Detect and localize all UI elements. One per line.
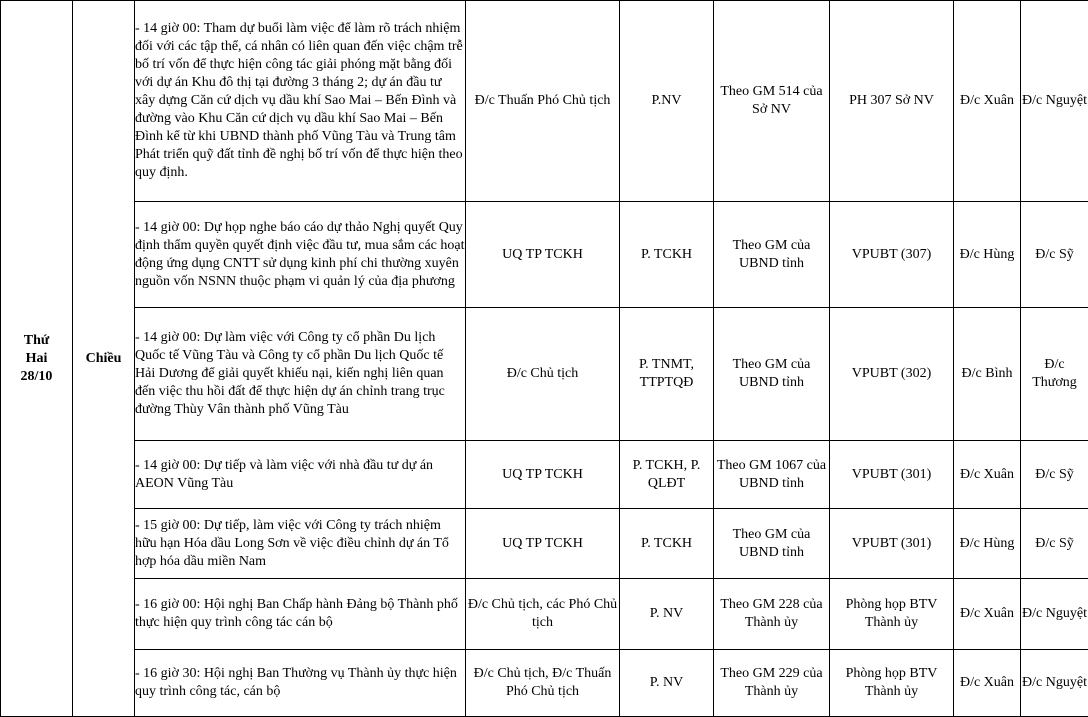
table-row: [1, 202, 1088, 308]
event-participants: Theo GM 229 của Thành ủy: [714, 650, 830, 717]
event-secretary: Đ/c Nguyệt: [1021, 650, 1088, 717]
event-chair: UQ TP TCKH: [466, 202, 620, 308]
event-secretary: Đ/c Sỹ: [1021, 509, 1088, 579]
event-driver: Đ/c Xuân: [954, 579, 1021, 650]
event-driver: Đ/c Xuân: [954, 441, 1021, 509]
event-prep: P.NV: [620, 1, 714, 202]
event-driver: Đ/c Xuân: [954, 1, 1021, 202]
event-content: - 14 giờ 00: Dự họp nghe báo cáo dự thảo Nghị quyết Quy định thẩm quyền quyết định việc đầu tư, mua sắm các hoạt động ứng dụng CNTT sử dụng kinh phí chi thường xuyên nguồn vốn NSNN thuộc phạm vi quản lý của địa phương: [135, 202, 466, 308]
event-secretary: Đ/c Sỹ: [1021, 441, 1088, 509]
event-participants: Theo GM 1067 của UBND tỉnh: [714, 441, 830, 509]
event-chair: Đ/c Thuấn Phó Chủ tịch: [466, 1, 620, 202]
day-weekday-1: Thứ: [1, 332, 72, 350]
event-participants: Theo GM của UBND tỉnh: [714, 509, 830, 579]
event-prep: P. NV: [620, 579, 714, 650]
event-participants: Theo GM của UBND tỉnh: [714, 202, 830, 308]
event-secretary: Đ/c Sỹ: [1021, 202, 1088, 308]
event-prep: P. TNMT, TTPTQĐ: [620, 308, 714, 441]
event-prep: P. TCKH: [620, 202, 714, 308]
table-row: [1, 441, 1088, 509]
day-cell: [1, 1, 73, 717]
event-driver: Đ/c Xuân: [954, 650, 1021, 717]
event-location: VPUBT (302): [830, 308, 954, 441]
event-location: PH 307 Sở NV: [830, 1, 954, 202]
event-participants: Theo GM của UBND tỉnh: [714, 308, 830, 441]
table-row: [1, 650, 1088, 717]
table-row: [1, 509, 1088, 579]
event-location: VPUBT (301): [830, 441, 954, 509]
event-driver: Đ/c Hùng: [954, 202, 1021, 308]
event-location: VPUBT (307): [830, 202, 954, 308]
event-chair: Đ/c Chủ tịch: [466, 308, 620, 441]
event-chair: UQ TP TCKH: [466, 509, 620, 579]
event-prep: P. NV: [620, 650, 714, 717]
event-content: - 16 giờ 30: Hội nghị Ban Thường vụ Thành ủy thực hiện quy trình công tác, cán bộ: [135, 650, 466, 717]
session-cell: Chiều: [73, 1, 135, 717]
event-participants: Theo GM 228 của Thành ủy: [714, 579, 830, 650]
event-chair: Đ/c Chủ tịch, Đ/c Thuấn Phó Chủ tịch: [466, 650, 620, 717]
event-participants: Theo GM 514 của Sở NV: [714, 1, 830, 202]
event-content: - 14 giờ 00: Dự làm việc với Công ty cổ phần Du lịch Quốc tế Vũng Tàu và Công ty cổ phần Du lịch Quốc tế Hải Dương để giải quyết khiếu nại, kiến nghị liên quan đến việc thu hồi đất để thực hiện dự án chỉnh trang trục đường Thùy Vân thành phố Vũng Tàu: [135, 308, 466, 441]
event-location: VPUBT (301): [830, 509, 954, 579]
event-prep: P. TCKH: [620, 509, 714, 579]
event-secretary: Đ/c Nguyệt: [1021, 579, 1088, 650]
event-content: - 15 giờ 00: Dự tiếp, làm việc với Công ty trách nhiệm hữu hạn Hóa dầu Long Sơn về việc điều chỉnh dự án Tổ hợp hóa dầu miền Nam: [135, 509, 466, 579]
table-row: [1, 579, 1088, 650]
event-prep: P. TCKH, P. QLĐT: [620, 441, 714, 509]
event-driver: Đ/c Hùng: [954, 509, 1021, 579]
event-content: - 14 giờ 00: Tham dự buổi làm việc để làm rõ trách nhiệm đối với các tập thể, cá nhân có liên quan đến việc chậm trễ bố trí vốn để thực hiện công tác giải phóng mặt bằng đối với dự án Khu đô thị tại đường 3 tháng 2; dự án đầu tư xây dựng Căn cứ dịch vụ dầu khí Sao Mai – Bến Đình và đường vào Khu Căn cứ dịch vụ dầu khí Sao Mai – Bến Đình kể từ khi UBND thành phố Vũng Tàu và Trung tâm Phát triển quỹ đất tỉnh đề nghị bố trí vốn để thực hiện theo quy định.: [135, 1, 466, 202]
event-secretary: Đ/c Thương: [1021, 308, 1088, 441]
day-weekday-2: Hai: [1, 350, 72, 368]
event-chair: UQ TP TCKH: [466, 441, 620, 509]
table-row: [1, 308, 1088, 441]
event-location: Phòng họp BTV Thành ủy: [830, 650, 954, 717]
event-location: Phòng họp BTV Thành ủy: [830, 579, 954, 650]
event-content: - 14 giờ 00: Dự tiếp và làm việc với nhà đầu tư dự án AEON Vũng Tàu: [135, 441, 466, 509]
event-content: - 16 giờ 00: Hội nghị Ban Chấp hành Đảng bộ Thành phố thực hiện quy trình công tác cán bộ: [135, 579, 466, 650]
event-secretary: Đ/c Nguyệt: [1021, 1, 1088, 202]
event-driver: Đ/c Bình: [954, 308, 1021, 441]
day-date: 28/10: [1, 368, 72, 386]
table-row: [1, 1, 1088, 202]
event-chair: Đ/c Chủ tịch, các Phó Chủ tịch: [466, 579, 620, 650]
